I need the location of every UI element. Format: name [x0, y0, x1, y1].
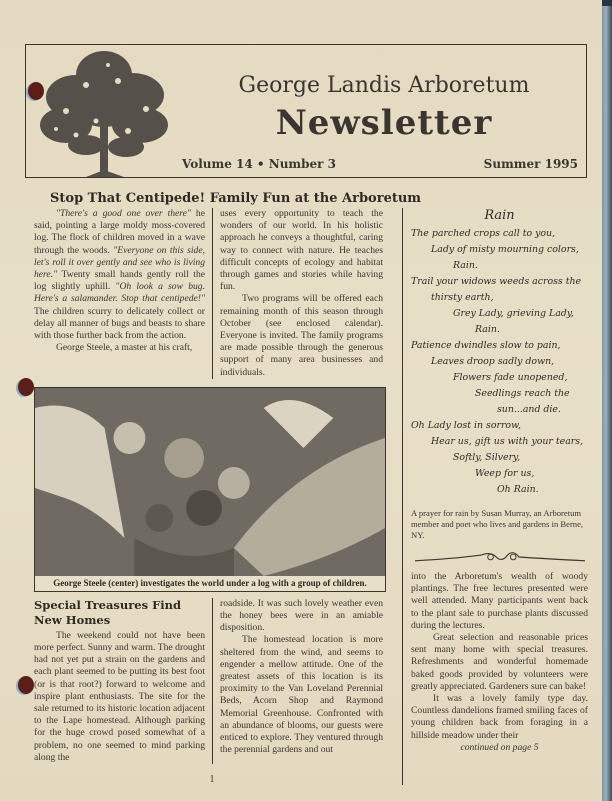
- body-text: he said, pointing a large moldy moss-covered log. The flock of children moved in a wave through the woods.: [34, 208, 205, 256]
- photo-caption: George Steele (center) investigates the world under a log with a group of children.: [35, 576, 385, 591]
- poem-line: Patience dwindles slow to pain,: [411, 340, 561, 351]
- body-text: The children scurry to delicately collect or delay all manner of bugs and beasts to share with those further back from the action.: [34, 305, 205, 342]
- flourish-divider-icon: [415, 549, 585, 565]
- poem-rain: [411, 208, 588, 498]
- page-number: 1: [209, 774, 215, 786]
- issue-season: Summer 1995: [483, 157, 578, 171]
- page-edge: [602, 6, 612, 801]
- paragraph: Great selection and reasonable prices sent many home with special treasures. Refreshments and wonderful homemade baked goods provided by volunteers were greatly appreciated. Gardeners sure can bake!: [411, 632, 588, 692]
- poem-line: Hear us, gift us with your tears,: [431, 436, 584, 447]
- photo-image: [35, 388, 385, 576]
- article-treasures-col3: [411, 571, 588, 754]
- poem-line: sun...and die.: [497, 404, 561, 415]
- paragraph: It was a lovely family type day. Countless dandelions framed smiling faces of young children back from foraging in a hillside meadow under their: [411, 693, 588, 741]
- article-treasures-col2: [212, 598, 383, 764]
- poem-line: Weep for us,: [475, 468, 535, 479]
- volume-issue: Volume 14 • Number 3: [182, 157, 336, 171]
- binder-hole: [18, 378, 34, 396]
- poem-line: The parched crops call to you,: [411, 228, 556, 239]
- article-treasures-col1: [34, 630, 205, 764]
- article-centipede: [34, 208, 390, 379]
- poem-title: Rain: [484, 208, 515, 223]
- article-photo: [34, 387, 386, 592]
- quote: "Everyone on this side, let's roll it over gently and see who is living here.": [34, 244, 205, 281]
- paragraph: George Steele, a master at his craft,: [56, 342, 193, 354]
- poem-line: Flowers fade unopened,: [453, 372, 568, 383]
- poem-line: Rain.: [453, 260, 478, 271]
- oak-tree-icon: [36, 45, 176, 177]
- binder-hole: [28, 82, 44, 100]
- paragraph: Two programs will be offered each remaining month of this season through October (see enclosed calendar). Everyone is invited. The family programs are made possible through the generous support of many area businesses and individuals.: [220, 293, 383, 378]
- poem-line: thirsty earth,: [431, 292, 494, 303]
- poem-line: Lady of misty mourning colors,: [431, 244, 579, 255]
- body-text: Twenty small hands gently roll the log slightly uphill.: [34, 269, 205, 293]
- right-section: [402, 208, 588, 785]
- headline-line: New Homes: [34, 612, 111, 627]
- poem-line: Oh Rain.: [497, 484, 539, 495]
- paragraph: The weekend could not have been more perfect. Sunny and warm. The drought had not yet put a strain on the gardens and each plant seemed to be putting its best foot (or is that root?) forward to welcome and inspire plant enthusiasts. The site for the sale returned to its historic location adjacent to the Lape homestead. Although parking for the huge crowd posed somewhat of a problem, no one seemed to mind parking along the: [34, 629, 205, 763]
- poem-line: Rain.: [475, 324, 500, 335]
- continued-note: continued on page 5: [460, 741, 539, 753]
- article-treasures-col1-wrap: [34, 598, 205, 764]
- headline-line: Special Treasures Find: [34, 597, 182, 612]
- paragraph: into the Arboretum's wealth of woody plantings. The free lectures presented were well attended. Many participants went back to the plant sale to purchase plants discussed during the lectures.: [411, 571, 588, 631]
- poem-line: Oh Lady lost in sorrow,: [411, 420, 521, 431]
- page-body: [34, 190, 590, 785]
- quote: "Oh look a sow bug. Here's a salamander. Stop that centipede!": [34, 281, 205, 305]
- left-section: [34, 190, 422, 786]
- masthead: [25, 44, 587, 178]
- organization-name: George Landis Arboretum: [238, 73, 530, 98]
- quote: "There's a good one over there": [56, 208, 191, 219]
- poem-line: Softly, Silvery,: [453, 452, 521, 463]
- article-centipede-col2: [212, 208, 383, 379]
- paragraph: [34, 208, 205, 342]
- paragraph: uses every opportunity to teach the wonders of our world. In his holistic approach he conveys a thoughtful, caring way to connect with nature. He teaches difficult concepts of ecology and habitat through games and stories while having fun.: [220, 208, 383, 293]
- paragraph: The homestead location is more sheltered from the wind, and seems to engender a mellow attitude. One of the greatest assets of this location is its proximity to the Van Loveland Perennial Beds, Acorn Shop and Raymond Memorial Greenhouse. Confronted with an abundance of blooms, our guests were enticed to explore. They ventured through the perennial gardens and out: [220, 634, 383, 756]
- article-headline-treasures: [34, 598, 205, 628]
- article-centipede-col1: [34, 208, 205, 379]
- poem-line: Leaves droop sadly down,: [431, 356, 555, 367]
- poem-line: Seedlings reach the: [475, 388, 570, 399]
- paragraph: roadside. It was such lovely weather even the honey bees were in an amiable disposition.: [220, 597, 383, 634]
- poem-line: Trail your widows weeds across the: [411, 276, 582, 287]
- poem-credit: A prayer for rain by Susan Murray, an Arboretum member and poet who lives and gardens in Berne, NY.: [411, 508, 584, 540]
- article-headline-centipede: Stop That Centipede! Family Fun at the Arboretum: [50, 191, 422, 206]
- binder-hole: [18, 676, 34, 694]
- poem-line: Grey Lady, grieving Lady,: [453, 308, 574, 319]
- article-treasures: [34, 598, 390, 764]
- newsletter-title: Newsletter: [275, 103, 493, 143]
